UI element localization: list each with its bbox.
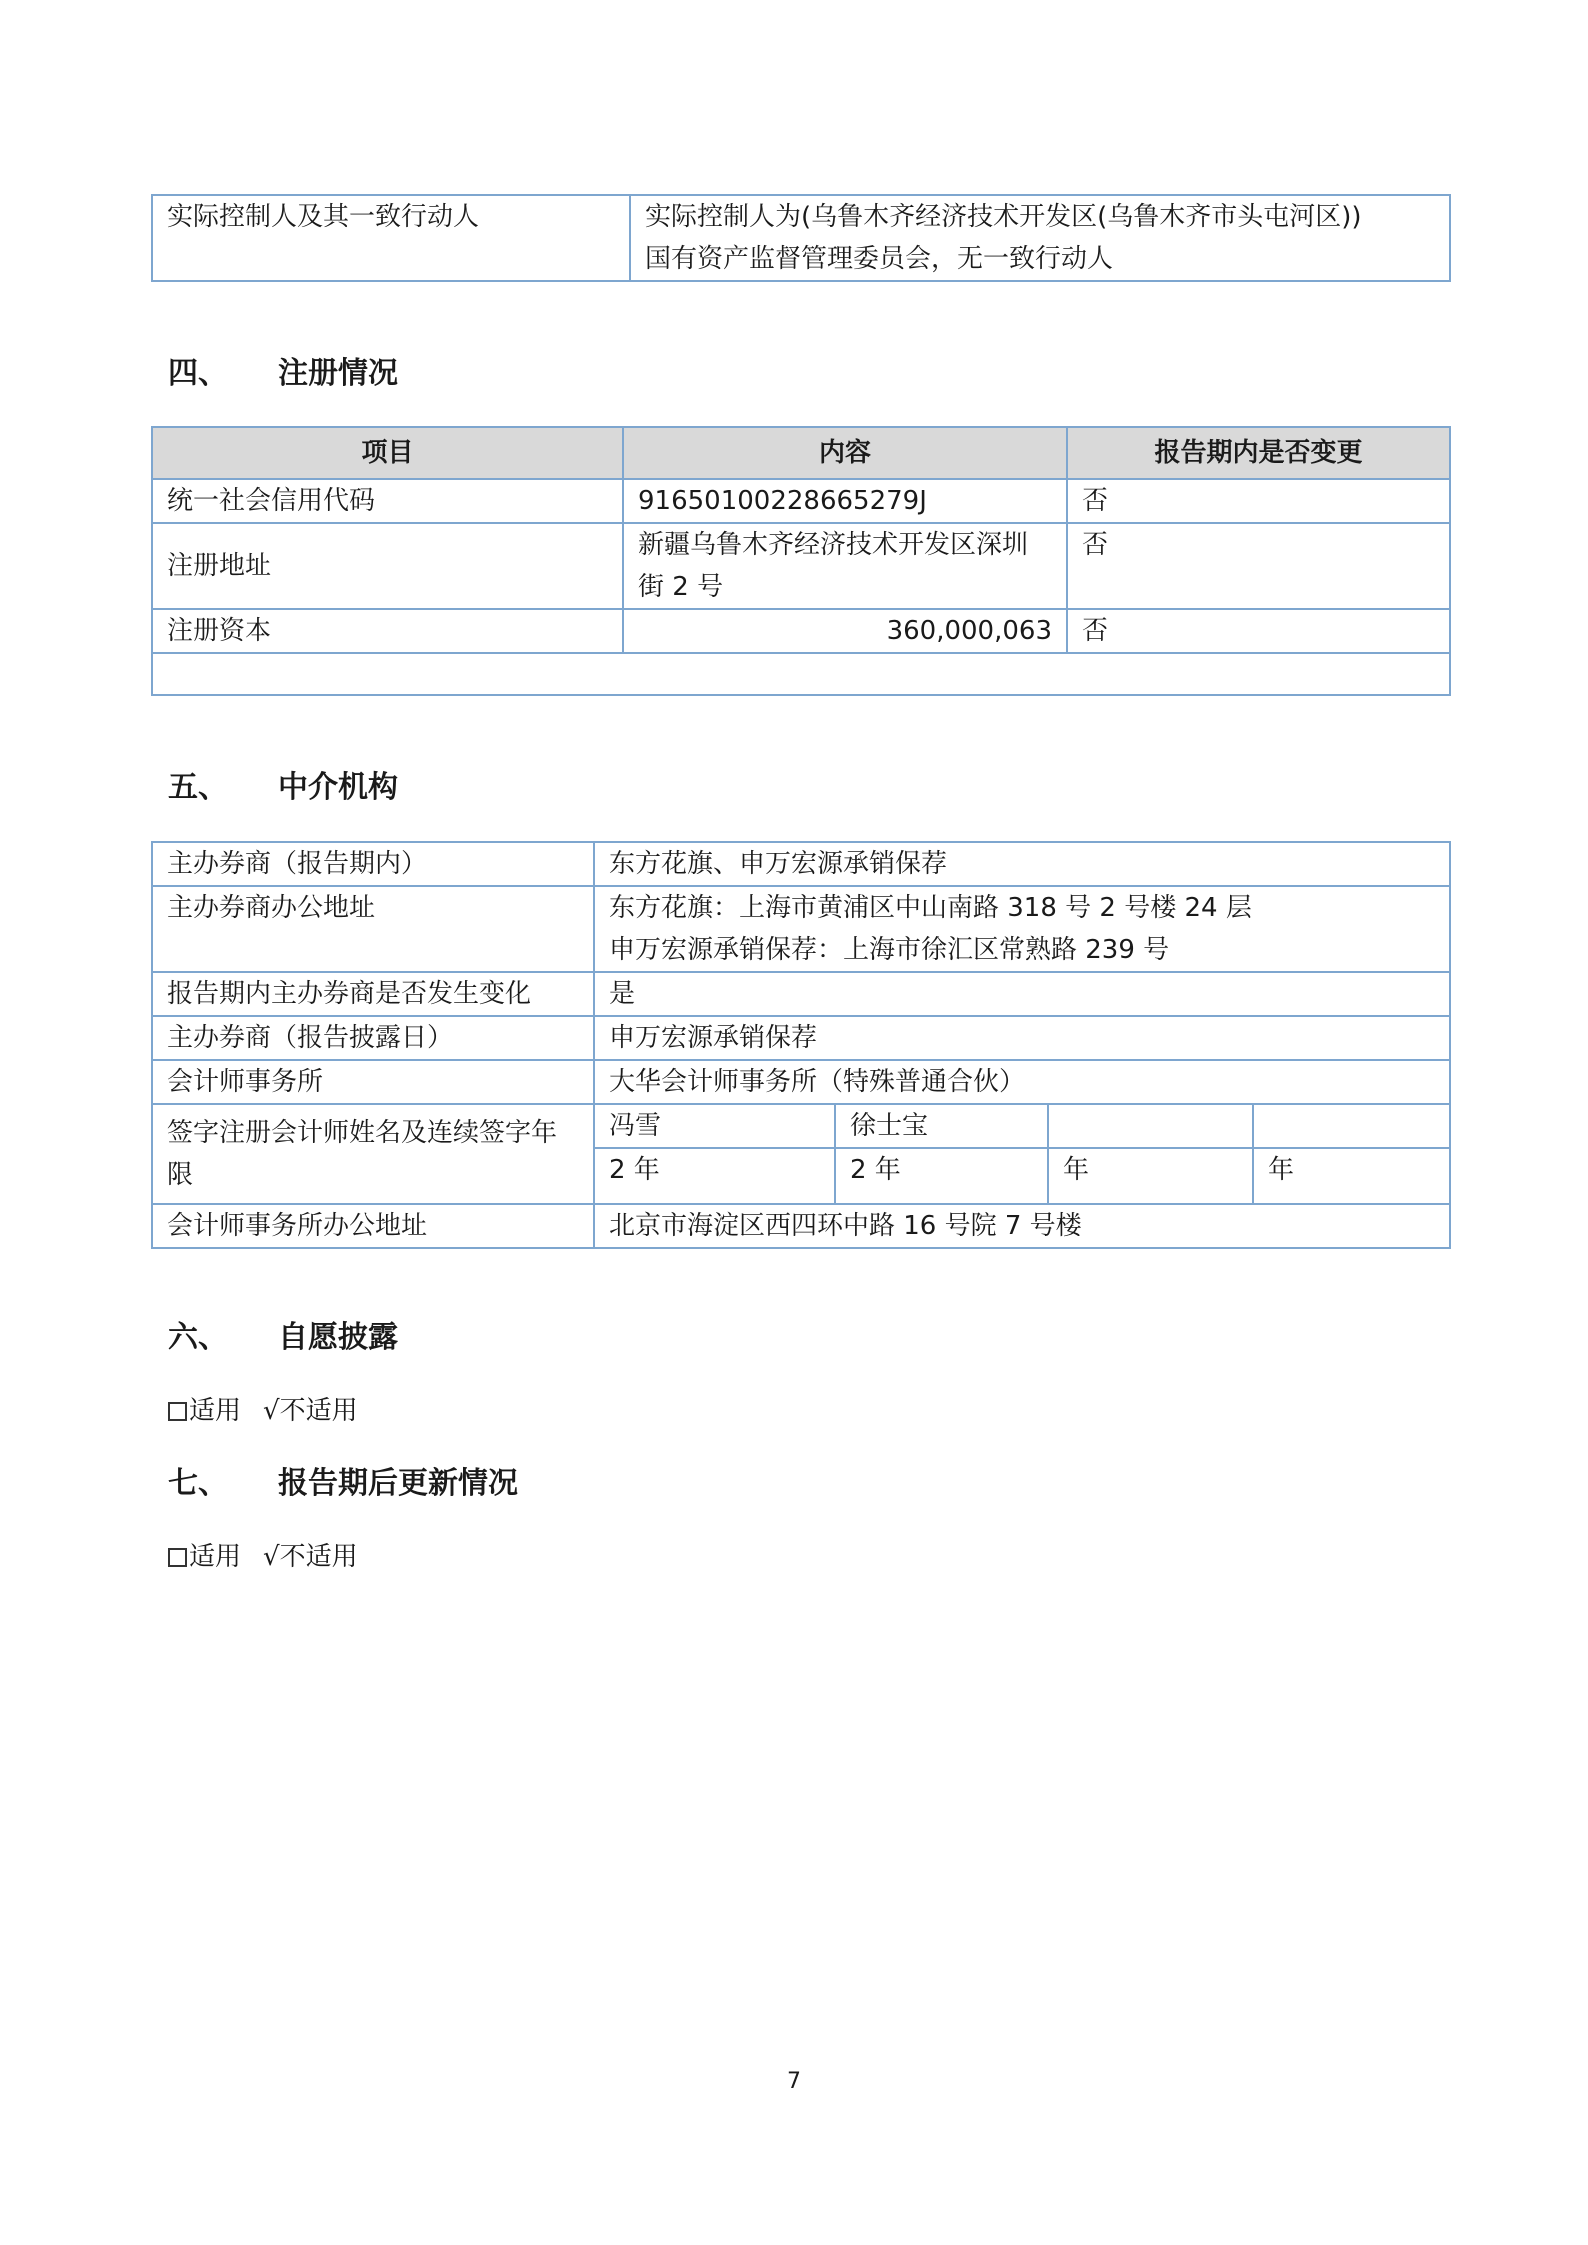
table-row [152,479,1450,523]
page-number: 7 [787,2069,801,2094]
registration-table [151,426,1451,696]
actual-controller-value-line-2: 国有资产监督管理委员会，无一致行动人 [645,244,1114,274]
firm-address-label: 会计师事务所办公地址 [152,1204,594,1248]
check-mark-icon: √ [263,1542,280,1572]
check-mark-icon: √ [263,1396,280,1426]
sponsor-address-value [594,886,1450,972]
table-row-empty [152,653,1450,695]
sponsor-value: 东方花旗、申万宏源承销保荐 [594,842,1450,886]
section-6-number: 六、 [168,1320,228,1355]
credit-code-changed: 否 [1067,479,1450,523]
option-applicable: 适用 [189,1396,242,1426]
table-row [152,972,1450,1016]
table-row [152,1060,1450,1104]
accountant-years-1: 2 年 [594,1148,835,1204]
sponsor-address-line-2: 申万宏源承销保荐：上海市徐汇区常熟路 239 号 [609,935,1170,965]
accountant-name-3 [1048,1104,1253,1148]
checkbox-empty-icon [168,1402,187,1421]
section-6-heading [168,1316,398,1360]
option-not-applicable: 不适用 [279,1542,358,1572]
table-header-row [152,427,1450,479]
accountant-name-2: 徐士宝 [835,1104,1048,1148]
section-5-number: 五、 [168,770,228,805]
actual-controller-label: 实际控制人及其一致行动人 [152,195,630,281]
table-row [152,609,1450,653]
sponsor-address-label: 主办券商办公地址 [152,886,594,972]
credit-code-value: 91650100228665279J [623,479,1067,523]
section-4-number: 四、 [168,356,228,391]
registered-capital-label: 注册资本 [152,609,623,653]
section-7-number: 七、 [168,1466,228,1501]
table-row [152,195,1450,281]
registered-address-value: 新疆乌鲁木齐经济技术开发区深圳街 2 号 [623,523,1067,609]
sponsor-changed-label: 报告期内主办券商是否发生变化 [152,972,594,1016]
section-4-title: 注册情况 [278,356,398,391]
table-row [152,1104,1450,1148]
sponsor-address-line-1: 东方花旗：上海市黄浦区中山南路 318 号 2 号楼 24 层 [609,893,1252,923]
table-row [152,842,1450,886]
section-5-heading [168,766,398,810]
option-not-applicable: 不适用 [279,1396,358,1426]
column-header-item: 项目 [152,427,623,479]
registered-address-changed: 否 [1067,523,1450,609]
accounting-firm-label: 会计师事务所 [152,1060,594,1104]
accountant-name-1: 冯雪 [594,1104,835,1148]
section-5-title: 中介机构 [278,770,398,805]
table-row [152,886,1450,972]
registered-capital-changed: 否 [1067,609,1450,653]
section-4-heading [168,352,398,396]
accounting-firm-value: 大华会计师事务所（特殊普通合伙） [594,1060,1450,1104]
sponsor-changed-value: 是 [594,972,1450,1016]
sponsor-label: 主办券商（报告期内） [152,842,594,886]
sponsor-disclosure-value: 申万宏源承销保荐 [594,1016,1450,1060]
option-applicable: 适用 [189,1542,242,1572]
section-7-heading [168,1462,518,1506]
accountant-years-3: 年 [1048,1148,1253,1204]
checkbox-empty-icon [168,1548,187,1567]
registered-address-label: 注册地址 [152,523,623,609]
table-row [152,1204,1450,1248]
column-header-content: 内容 [623,427,1067,479]
accountant-years-2: 2 年 [835,1148,1048,1204]
actual-controller-table [151,194,1451,282]
section-6-options [168,1391,358,1431]
intermediary-table [151,841,1451,1249]
table-row [152,523,1450,609]
section-6-title: 自愿披露 [278,1320,398,1355]
accountant-name-4 [1253,1104,1450,1148]
section-7-options [168,1537,358,1577]
registered-capital-value: 360,000,063 [623,609,1067,653]
section-7-title: 报告期后更新情况 [278,1466,518,1501]
actual-controller-value [630,195,1450,281]
empty-cell [152,653,1450,695]
credit-code-label: 统一社会信用代码 [152,479,623,523]
accountants-label: 签字注册会计师姓名及连续签字年限 [152,1104,594,1204]
table-row [152,1016,1450,1060]
sponsor-disclosure-label: 主办券商（报告披露日） [152,1016,594,1060]
actual-controller-value-line-1: 实际控制人为(乌鲁木齐经济技术开发区(乌鲁木齐市头屯河区)) [645,202,1362,232]
accountant-years-4: 年 [1253,1148,1450,1204]
firm-address-value: 北京市海淀区西四环中路 16 号院 7 号楼 [594,1204,1450,1248]
column-header-changed: 报告期内是否变更 [1067,427,1450,479]
